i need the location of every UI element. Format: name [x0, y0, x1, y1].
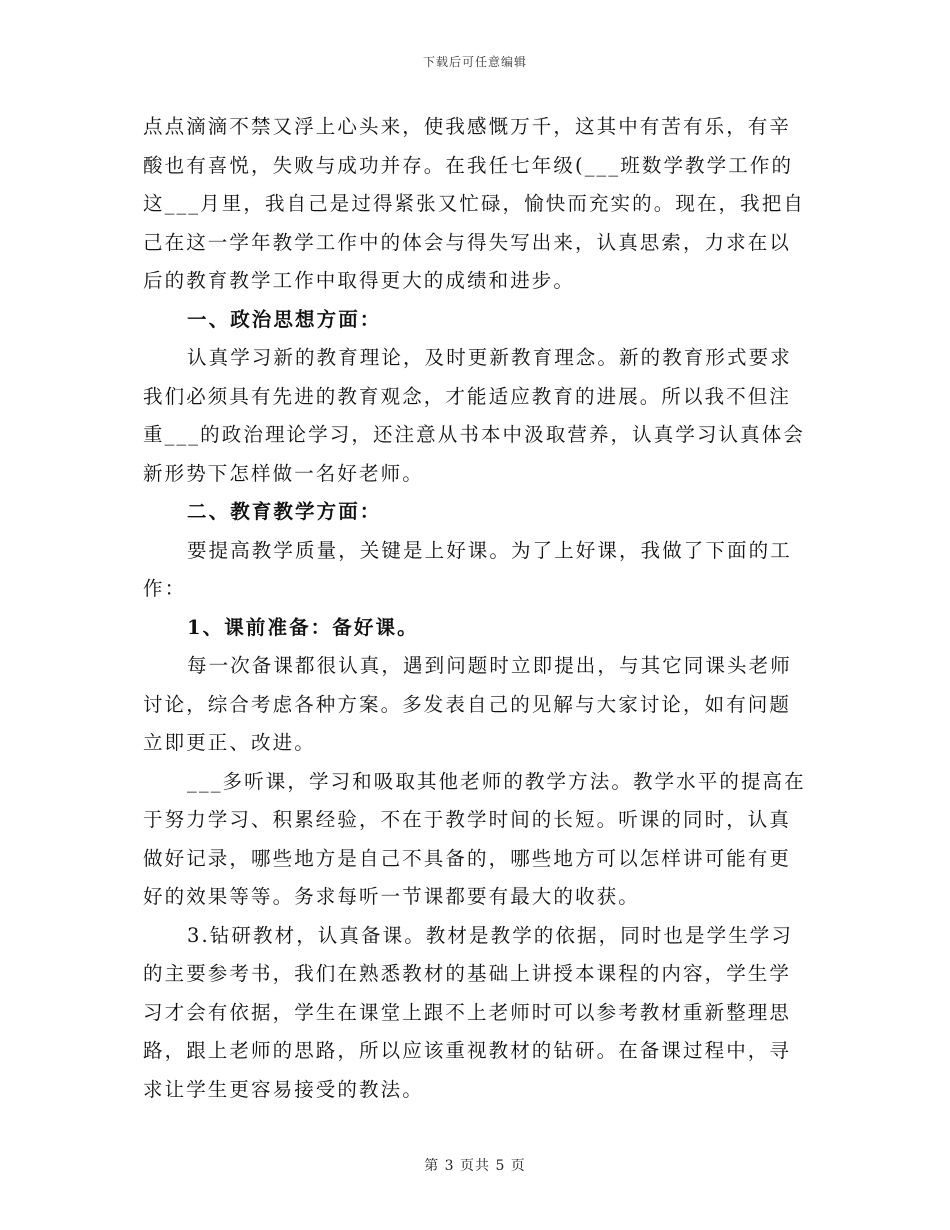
page-header: 下载后可任意编辑 [422, 55, 527, 69]
section-heading-politics: 一、政治思想方面： [187, 307, 382, 331]
paragraph-teaching-intro: 要提高教学质量，关键是上好课。为了上好课，我做了下面的工作： [143, 538, 792, 600]
page-footer: 第 3 页共 5 页 [424, 1158, 526, 1174]
paragraph-lesson-prep: 每一次备课都很认真，遇到问题时立即提出，与其它同课头老师讨论，综合考虑各种方案。多发表自己的见解与大家讨论，如有问题立即更正、改进。 [143, 654, 792, 754]
paragraph-intro: 点点滴滴不禁又浮上心头来，使我感慨万千，这其中有苦有乐，有辛酸也有喜悦，失败与成功并存。在我任七年级(___班数学教学工作的这___月里，我自己是过得紧张又忙碌，愉快而充实的。现在，我把自己在这一学年教学工作中的体会与得失写出来，认真思索，力求在以后的教育教学工作中取得更大的成绩和进步。 [143, 115, 805, 292]
subheading-lesson-prep: 1、课前准备：备好课。 [187, 615, 419, 639]
document-body [143, 108, 807, 1109]
paragraph-study-textbook: 3.钻研教材，认真备课。教材是教学的依据，同时也是学生学习的主要参考书，我们在熟悉教材的基础上讲授本课程的内容，学生学习才会有依据，学生在课堂上跟不上老师时可以参考教材重新整理思路，跟上老师的思路，所以应该重视教材的钻研。在备课过程中，寻求让学生更容易接受的教法。 [143, 923, 794, 1101]
section-heading-teaching: 二、教育教学方面： [187, 500, 382, 523]
paragraph-politics: 认真学习新的教育理论，及时更新教育理念。新的教育形式要求我们必须具有先进的教育观念，才能适应教育的进展。所以我不但注重___的政治理论学习，还注意从书本中汲取营养，认真学习认真体会新形势下怎样做一名好老师。 [143, 346, 805, 485]
paragraph-observe-classes: ___多听课，学习和吸取其他老师的教学方法。教学水平的提高在于努力学习、积累经验，不在于教学时间的长短。听课的同时，认真做好记录，哪些地方是自己不具备的，哪些地方可以怎样讲可能有更好的效果等等。务求每听一节课都要有最大的收获。 [143, 769, 806, 908]
